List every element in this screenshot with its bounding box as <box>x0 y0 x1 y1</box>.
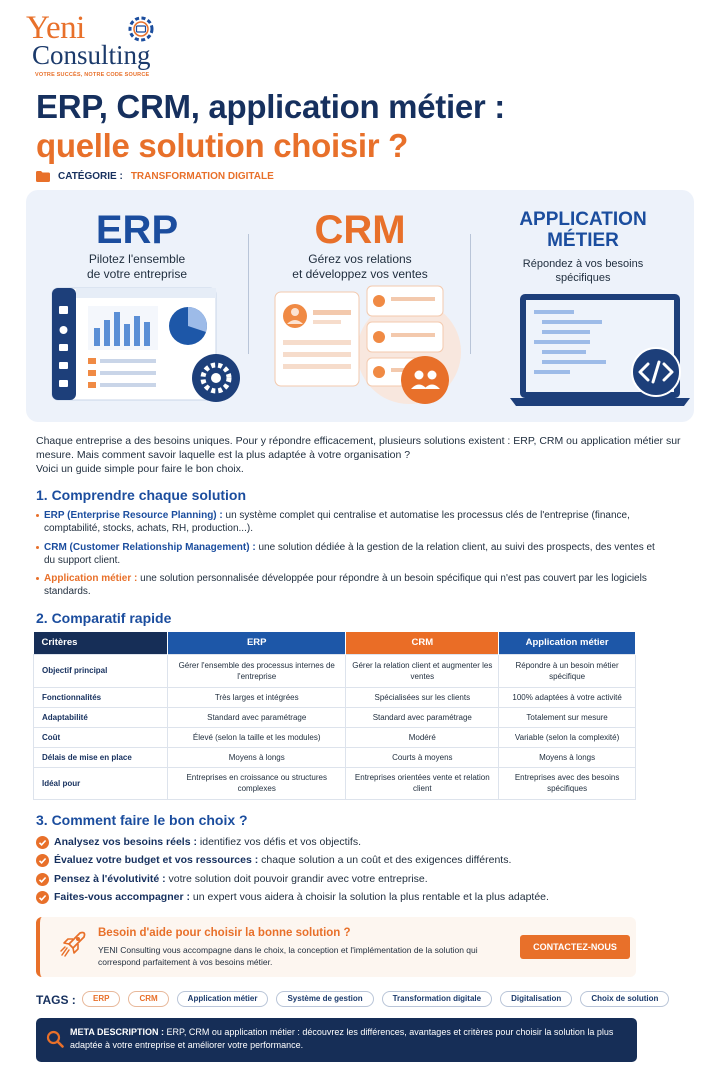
meta-label: META DESCRIPTION : <box>70 1027 164 1037</box>
crm-cards-illustration <box>249 282 471 412</box>
table-cell: Totalement sur mesure <box>499 707 636 727</box>
table-header: ERP <box>168 632 346 654</box>
table-row <box>34 654 636 687</box>
laptop-code-illustration <box>472 282 694 412</box>
checklist-item <box>36 836 676 849</box>
bullet-app <box>36 572 656 598</box>
search-icon <box>46 1030 64 1048</box>
check-circle-icon <box>36 891 49 904</box>
hero-erp-subtitle-l1: Pilotez l'ensemble <box>88 252 186 266</box>
comparison-table <box>33 632 636 800</box>
table-cell: Entreprises avec des besoins spécifiques <box>499 767 636 799</box>
category-line <box>36 171 274 182</box>
table-cell: Adaptabilité <box>34 707 168 727</box>
cta-text: YENI Consulting vous accompagne dans le choix, la conception et l'implémentation de la solution qui correspond parfaitement à vos besoins métier. <box>98 945 478 967</box>
hero-crm-title: CRM <box>314 208 406 252</box>
checklist-term: Faites-vous accompagner : <box>54 891 190 903</box>
meta-text: ERP, CRM ou application métier : découvrez les différences, avantages et critères pour choisir la solution la plus adaptée à votre entreprise et améliorer votre performance. <box>70 1027 614 1050</box>
table-cell: Très larges et intégrées <box>168 687 346 707</box>
bullet-term: Application métier : <box>44 573 138 584</box>
table-row <box>34 707 636 727</box>
intro-guide: Voici un guide simple pour faire le bon choix. <box>36 463 244 475</box>
hero-banner <box>26 190 694 422</box>
checklist-item <box>36 891 676 904</box>
check-circle-icon <box>36 836 49 849</box>
table-cell: Gérer la relation client et augmenter les ventes <box>346 654 499 687</box>
hero-crm <box>249 190 471 422</box>
hero-app-subtitle-l1: Répondez à vos besoins <box>522 258 644 270</box>
intro-text <box>36 434 686 476</box>
table-header: CRM <box>346 632 499 654</box>
hero-crm-subtitle-l1: Gérez vos relations <box>308 252 412 266</box>
hero-app <box>472 190 694 422</box>
table-cell: Objectif principal <box>34 654 168 687</box>
table-cell: 100% adaptées à votre activité <box>499 687 636 707</box>
table-row <box>34 767 636 799</box>
tags-list <box>82 991 669 1007</box>
hero-erp-subtitle <box>26 252 248 282</box>
cta-title: Besoin d'aide pour choisir la bonne solution ? <box>98 927 351 939</box>
tag-chip[interactable]: Digitalisation <box>500 991 572 1007</box>
tag-chip[interactable]: Transformation digitale <box>382 991 492 1007</box>
checklist-desc: chaque solution a un coût et des exigences différents. <box>258 854 512 866</box>
meta-description-box <box>36 1018 637 1062</box>
table-cell: Répondre à un besoin métier spécifique <box>499 654 636 687</box>
checklist-text <box>54 854 511 867</box>
tags-label: TAGS : <box>36 993 76 1007</box>
table-cell: Coût <box>34 727 168 747</box>
bullet-text: une solution personnalisée développée pour répondre à un besoin spécifique qui n'est pas couvert par les logiciels standards. <box>44 573 647 597</box>
hero-crm-subtitle <box>249 252 471 282</box>
bullet-text: un système complet qui centralise et automatise les processus clés de l'entreprise (finance, comptabilité, stocks, achats, RH, production...). <box>44 510 630 534</box>
bullet-term: CRM (Customer Relationship Management) : <box>44 542 256 553</box>
section1-heading: 1. Comprendre chaque solution <box>36 487 247 503</box>
page-title-line1: ERP, CRM, application métier : <box>36 88 505 125</box>
tag-chip[interactable]: CRM <box>128 991 168 1007</box>
table-cell: Moyens à longs <box>499 747 636 767</box>
hero-app-subtitle <box>472 257 694 285</box>
table-cell: Spécialisées sur les clients <box>346 687 499 707</box>
checklist-term: Évaluez votre budget et vos ressources : <box>54 854 259 866</box>
table-row <box>34 727 636 747</box>
page-title-line2: quelle solution choisir ? <box>36 127 409 164</box>
table-cell: Moyens à longs <box>168 747 346 767</box>
checklist-text <box>54 891 549 904</box>
bullet-erp <box>36 509 656 535</box>
folder-icon <box>36 171 50 182</box>
checklist-desc: votre solution doit pouvoir grandir avec votre entreprise. <box>165 873 428 885</box>
hero-erp-title: ERP <box>95 208 179 252</box>
check-circle-icon <box>36 873 49 886</box>
hero-erp-subtitle-l2: de votre entreprise <box>86 267 188 281</box>
meta-description <box>70 1026 625 1052</box>
category-link[interactable]: TRANSFORMATION DIGITALE <box>130 171 274 182</box>
table-cell: Délais de mise en place <box>34 747 168 767</box>
checklist-text <box>54 836 361 849</box>
hero-app-title <box>472 209 694 251</box>
table-row <box>34 747 636 767</box>
table-cell: Standard avec paramétrage <box>168 707 346 727</box>
logo-tagline: VOTRE SUCCÈS, NOTRE CODE SOURCE <box>35 72 150 78</box>
logo-consulting: Consulting <box>32 40 151 70</box>
category-label: CATÉGORIE : <box>58 171 123 182</box>
bullet-crm <box>36 541 656 567</box>
logo-yeni: Yeni <box>26 10 85 46</box>
tag-chip[interactable]: Choix de solution <box>580 991 669 1007</box>
table-cell: Variable (selon la complexité) <box>499 727 636 747</box>
table-header: Application métier <box>499 632 636 654</box>
table-cell: Fonctionnalités <box>34 687 168 707</box>
table-row <box>34 687 636 707</box>
hero-app-subtitle-l2: spécifiques <box>555 272 611 284</box>
table-cell: Courts à moyens <box>346 747 499 767</box>
checklist-desc: un expert vous aidera à choisir la solution la plus rentable et la plus adaptée. <box>189 891 549 903</box>
checklist-item <box>36 854 676 867</box>
hero-app-title-l2: MÉTIER <box>547 230 619 251</box>
table-cell: Idéal pour <box>34 767 168 799</box>
check-circle-icon <box>36 854 49 867</box>
table-cell: Gérer l'ensemble des processus internes de l'entreprise <box>168 654 346 687</box>
table-cell: Modéré <box>346 727 499 747</box>
hero-erp <box>26 190 248 422</box>
erp-dashboard-illustration <box>26 282 248 412</box>
bullet-term: ERP (Enterprise Resource Planning) : <box>44 510 223 521</box>
tag-chip[interactable]: ERP <box>82 991 120 1007</box>
checklist-text <box>54 873 428 886</box>
rocket-icon <box>58 929 88 959</box>
table-cell: Entreprises orientées vente et relation client <box>346 767 499 799</box>
bullet-text: une solution dédiée à la gestion de la relation client, au suivi des prospects, des ventes et du support client. <box>44 542 655 566</box>
hero-app-title-l1: APPLICATION <box>519 209 647 230</box>
table-cell: Entreprises en croissance ou structures complexes <box>168 767 346 799</box>
tag-chip[interactable]: Application métier <box>177 991 269 1007</box>
tag-chip[interactable]: Système de gestion <box>276 991 373 1007</box>
table-cell: Standard avec paramétrage <box>346 707 499 727</box>
hero-crm-subtitle-l2: et développez vos ventes <box>292 267 428 281</box>
checklist-term: Analysez vos besoins réels : <box>54 836 197 848</box>
checklist-item <box>36 873 676 886</box>
checklist-desc: identifiez vos défis et vos objectifs. <box>196 836 361 848</box>
contact-button[interactable]: CONTACTEZ-NOUS <box>520 935 630 959</box>
table-header-row <box>34 632 636 654</box>
hero-divider <box>470 234 471 354</box>
checklist-term: Pensez à l'évolutivité : <box>54 873 166 885</box>
section2-heading: 2. Comparatif rapide <box>36 610 172 626</box>
brand-logo <box>26 12 166 82</box>
table-header: Critères <box>34 632 168 654</box>
section3-heading: 3. Comment faire le bon choix ? <box>36 812 248 828</box>
table-cell: Élevé (selon la taille et les modules) <box>168 727 346 747</box>
intro-paragraph: Chaque entreprise a des besoins uniques. Pour y répondre efficacement, plusieurs solutions existent : ERP, CRM ou application métier sur mesure. Mais comment savoir laquelle est la plus adaptée à votre organisation ? <box>36 435 681 461</box>
cta-box <box>36 917 636 977</box>
